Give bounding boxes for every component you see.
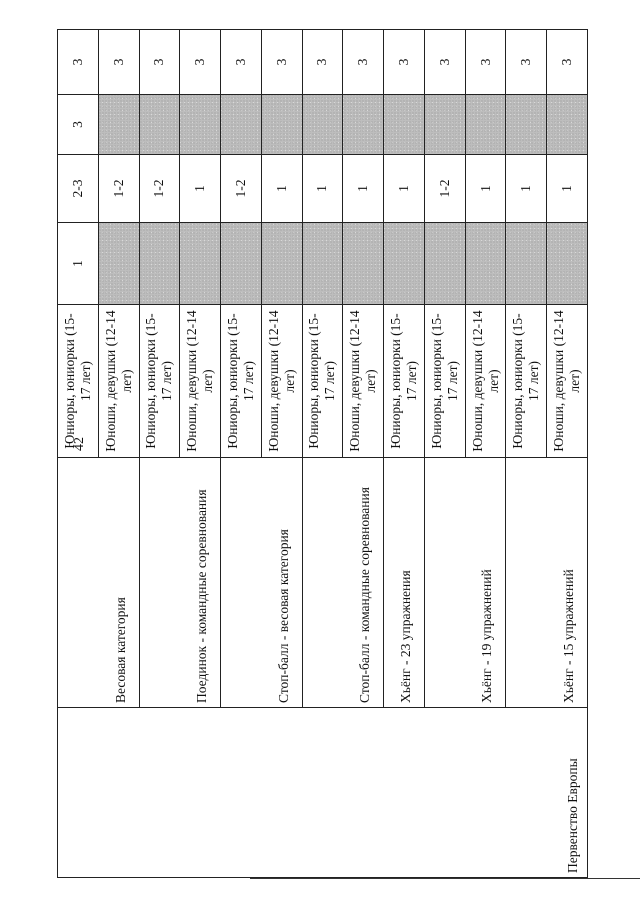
rotated-table-sheet bbox=[57, 30, 588, 878]
page-number: 42 bbox=[72, 437, 87, 451]
discipline-cell: Стоп-балл - командные соревнования bbox=[302, 458, 384, 708]
event-name: Первенство Европы bbox=[58, 708, 588, 878]
shaded-value-cell bbox=[506, 95, 547, 155]
value-cell: 1-2 bbox=[424, 155, 465, 223]
table-row bbox=[58, 30, 99, 878]
shaded-value-cell bbox=[465, 95, 506, 155]
shaded-value-cell bbox=[139, 95, 180, 155]
value-cell: 3 bbox=[221, 30, 262, 95]
shaded-value-cell bbox=[424, 95, 465, 155]
value-cell: 3 bbox=[58, 95, 99, 155]
shaded-value-cell bbox=[98, 223, 139, 305]
discipline-cell: Хьёнг - 15 упражнений bbox=[506, 458, 588, 708]
value-cell: 1-2 bbox=[221, 155, 262, 223]
value-cell: 3 bbox=[343, 30, 384, 95]
value-cell: 1 bbox=[384, 155, 425, 223]
value-cell: 1 bbox=[465, 155, 506, 223]
age-group-cell: Юниоры, юниорки (15-17 лет) bbox=[139, 305, 180, 458]
discipline-cell: Хьёнг - 19 упражнений bbox=[424, 458, 506, 708]
shaded-value-cell bbox=[221, 223, 262, 305]
shaded-value-cell bbox=[424, 223, 465, 305]
age-group-cell: Юниоры, юниорки (15-17 лет) bbox=[58, 305, 99, 458]
age-group-cell: Юниоры, юниорки (15-17 лет) bbox=[506, 305, 547, 458]
results-table-body bbox=[58, 30, 588, 878]
discipline-cell: Поединок - командные соревнования bbox=[139, 458, 221, 708]
age-group-cell: Юниоры, юниорки (15-17 лет) bbox=[384, 305, 425, 458]
value-cell: 3 bbox=[58, 30, 99, 95]
shaded-value-cell bbox=[261, 223, 302, 305]
age-group-cell: Юниоры, юниорки (15-17 лет) bbox=[221, 305, 262, 458]
value-cell: 1-2 bbox=[139, 155, 180, 223]
value-cell: 3 bbox=[424, 30, 465, 95]
age-group-cell: Юноши, девушки (12-14 лет) bbox=[547, 305, 588, 458]
value-cell: 3 bbox=[302, 30, 343, 95]
shaded-value-cell bbox=[261, 95, 302, 155]
age-group-cell: Юниоры, юниорки (15-17 лет) bbox=[302, 305, 343, 458]
shaded-value-cell bbox=[465, 223, 506, 305]
shaded-value-cell bbox=[180, 95, 221, 155]
value-cell: 3 bbox=[547, 30, 588, 95]
value-cell: 1-2 bbox=[98, 155, 139, 223]
value-cell: 3 bbox=[384, 30, 425, 95]
age-group-cell: Юноши, девушки (12-14 лет) bbox=[465, 305, 506, 458]
value-cell: 1 bbox=[261, 155, 302, 223]
shaded-value-cell bbox=[547, 95, 588, 155]
shaded-value-cell bbox=[384, 95, 425, 155]
discipline-cell: Стоп-балл - весовая категория bbox=[221, 458, 303, 708]
value-cell: 1 bbox=[547, 155, 588, 223]
shaded-value-cell bbox=[221, 95, 262, 155]
value-cell: 3 bbox=[139, 30, 180, 95]
shaded-value-cell bbox=[384, 223, 425, 305]
value-cell: 1 bbox=[343, 155, 384, 223]
shaded-value-cell bbox=[302, 223, 343, 305]
shaded-value-cell bbox=[139, 223, 180, 305]
value-cell: 3 bbox=[180, 30, 221, 95]
shaded-value-cell bbox=[343, 95, 384, 155]
value-cell: 1 bbox=[58, 223, 99, 305]
value-cell: 1 bbox=[302, 155, 343, 223]
value-cell: 3 bbox=[506, 30, 547, 95]
age-group-cell: Юниоры, юниорки (15-17 лет) bbox=[424, 305, 465, 458]
discipline-cell: Весовая категория bbox=[58, 458, 140, 708]
shaded-value-cell bbox=[506, 223, 547, 305]
age-group-cell: Юноши, девушки (12-14 лет) bbox=[98, 305, 139, 458]
value-cell: 3 bbox=[261, 30, 302, 95]
age-group-cell: Юноши, девушки (12-14 лет) bbox=[261, 305, 302, 458]
age-group-cell: Юноши, девушки (12-14 лет) bbox=[343, 305, 384, 458]
age-group-cell: Юноши, девушки (12-14 лет) bbox=[180, 305, 221, 458]
discipline-cell: Хьёнг - 23 упражнения bbox=[384, 458, 425, 708]
value-cell: 1 bbox=[180, 155, 221, 223]
value-cell: 3 bbox=[98, 30, 139, 95]
shaded-value-cell bbox=[343, 223, 384, 305]
value-cell: 1 bbox=[506, 155, 547, 223]
value-cell: 2-3 bbox=[58, 155, 99, 223]
bottom-rule bbox=[250, 878, 640, 879]
shaded-value-cell bbox=[180, 223, 221, 305]
shaded-value-cell bbox=[98, 95, 139, 155]
shaded-value-cell bbox=[547, 223, 588, 305]
shaded-value-cell bbox=[302, 95, 343, 155]
results-table bbox=[57, 29, 588, 878]
value-cell: 3 bbox=[465, 30, 506, 95]
